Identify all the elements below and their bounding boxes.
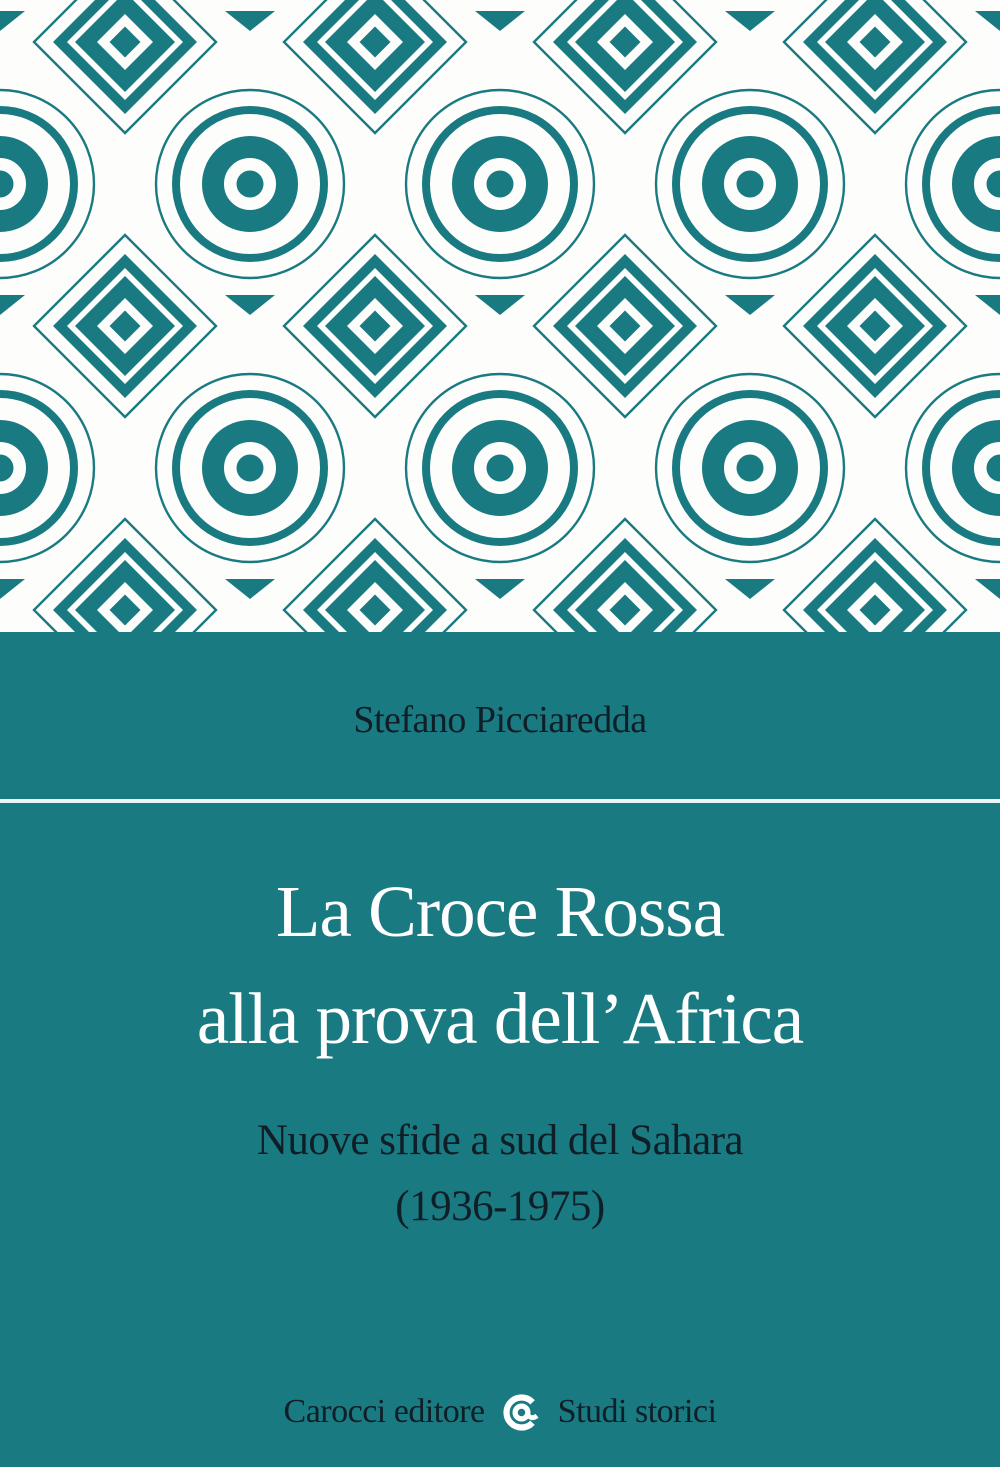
book-subtitle — [0, 1108, 1000, 1240]
book-title-line2: alla prova dell’Africa — [196, 978, 804, 1059]
carocci-logo-icon — [499, 1390, 544, 1435]
series-name: Studi storici — [557, 1393, 717, 1430]
divider-rule — [0, 799, 1000, 803]
book-title-line1: La Croce Rossa — [275, 871, 725, 952]
book-title — [0, 858, 1000, 1072]
author-name: Stefano Picciaredda — [353, 699, 647, 741]
book-subtitle-line1: Nuove sfide a sud del Sahara — [256, 1117, 744, 1164]
book-subtitle-line2: (1936-1975) — [395, 1183, 605, 1230]
publisher-row — [0, 1390, 1000, 1434]
geometric-pattern-icon — [0, 0, 1000, 632]
publisher-name: Carocci editore — [283, 1393, 485, 1430]
